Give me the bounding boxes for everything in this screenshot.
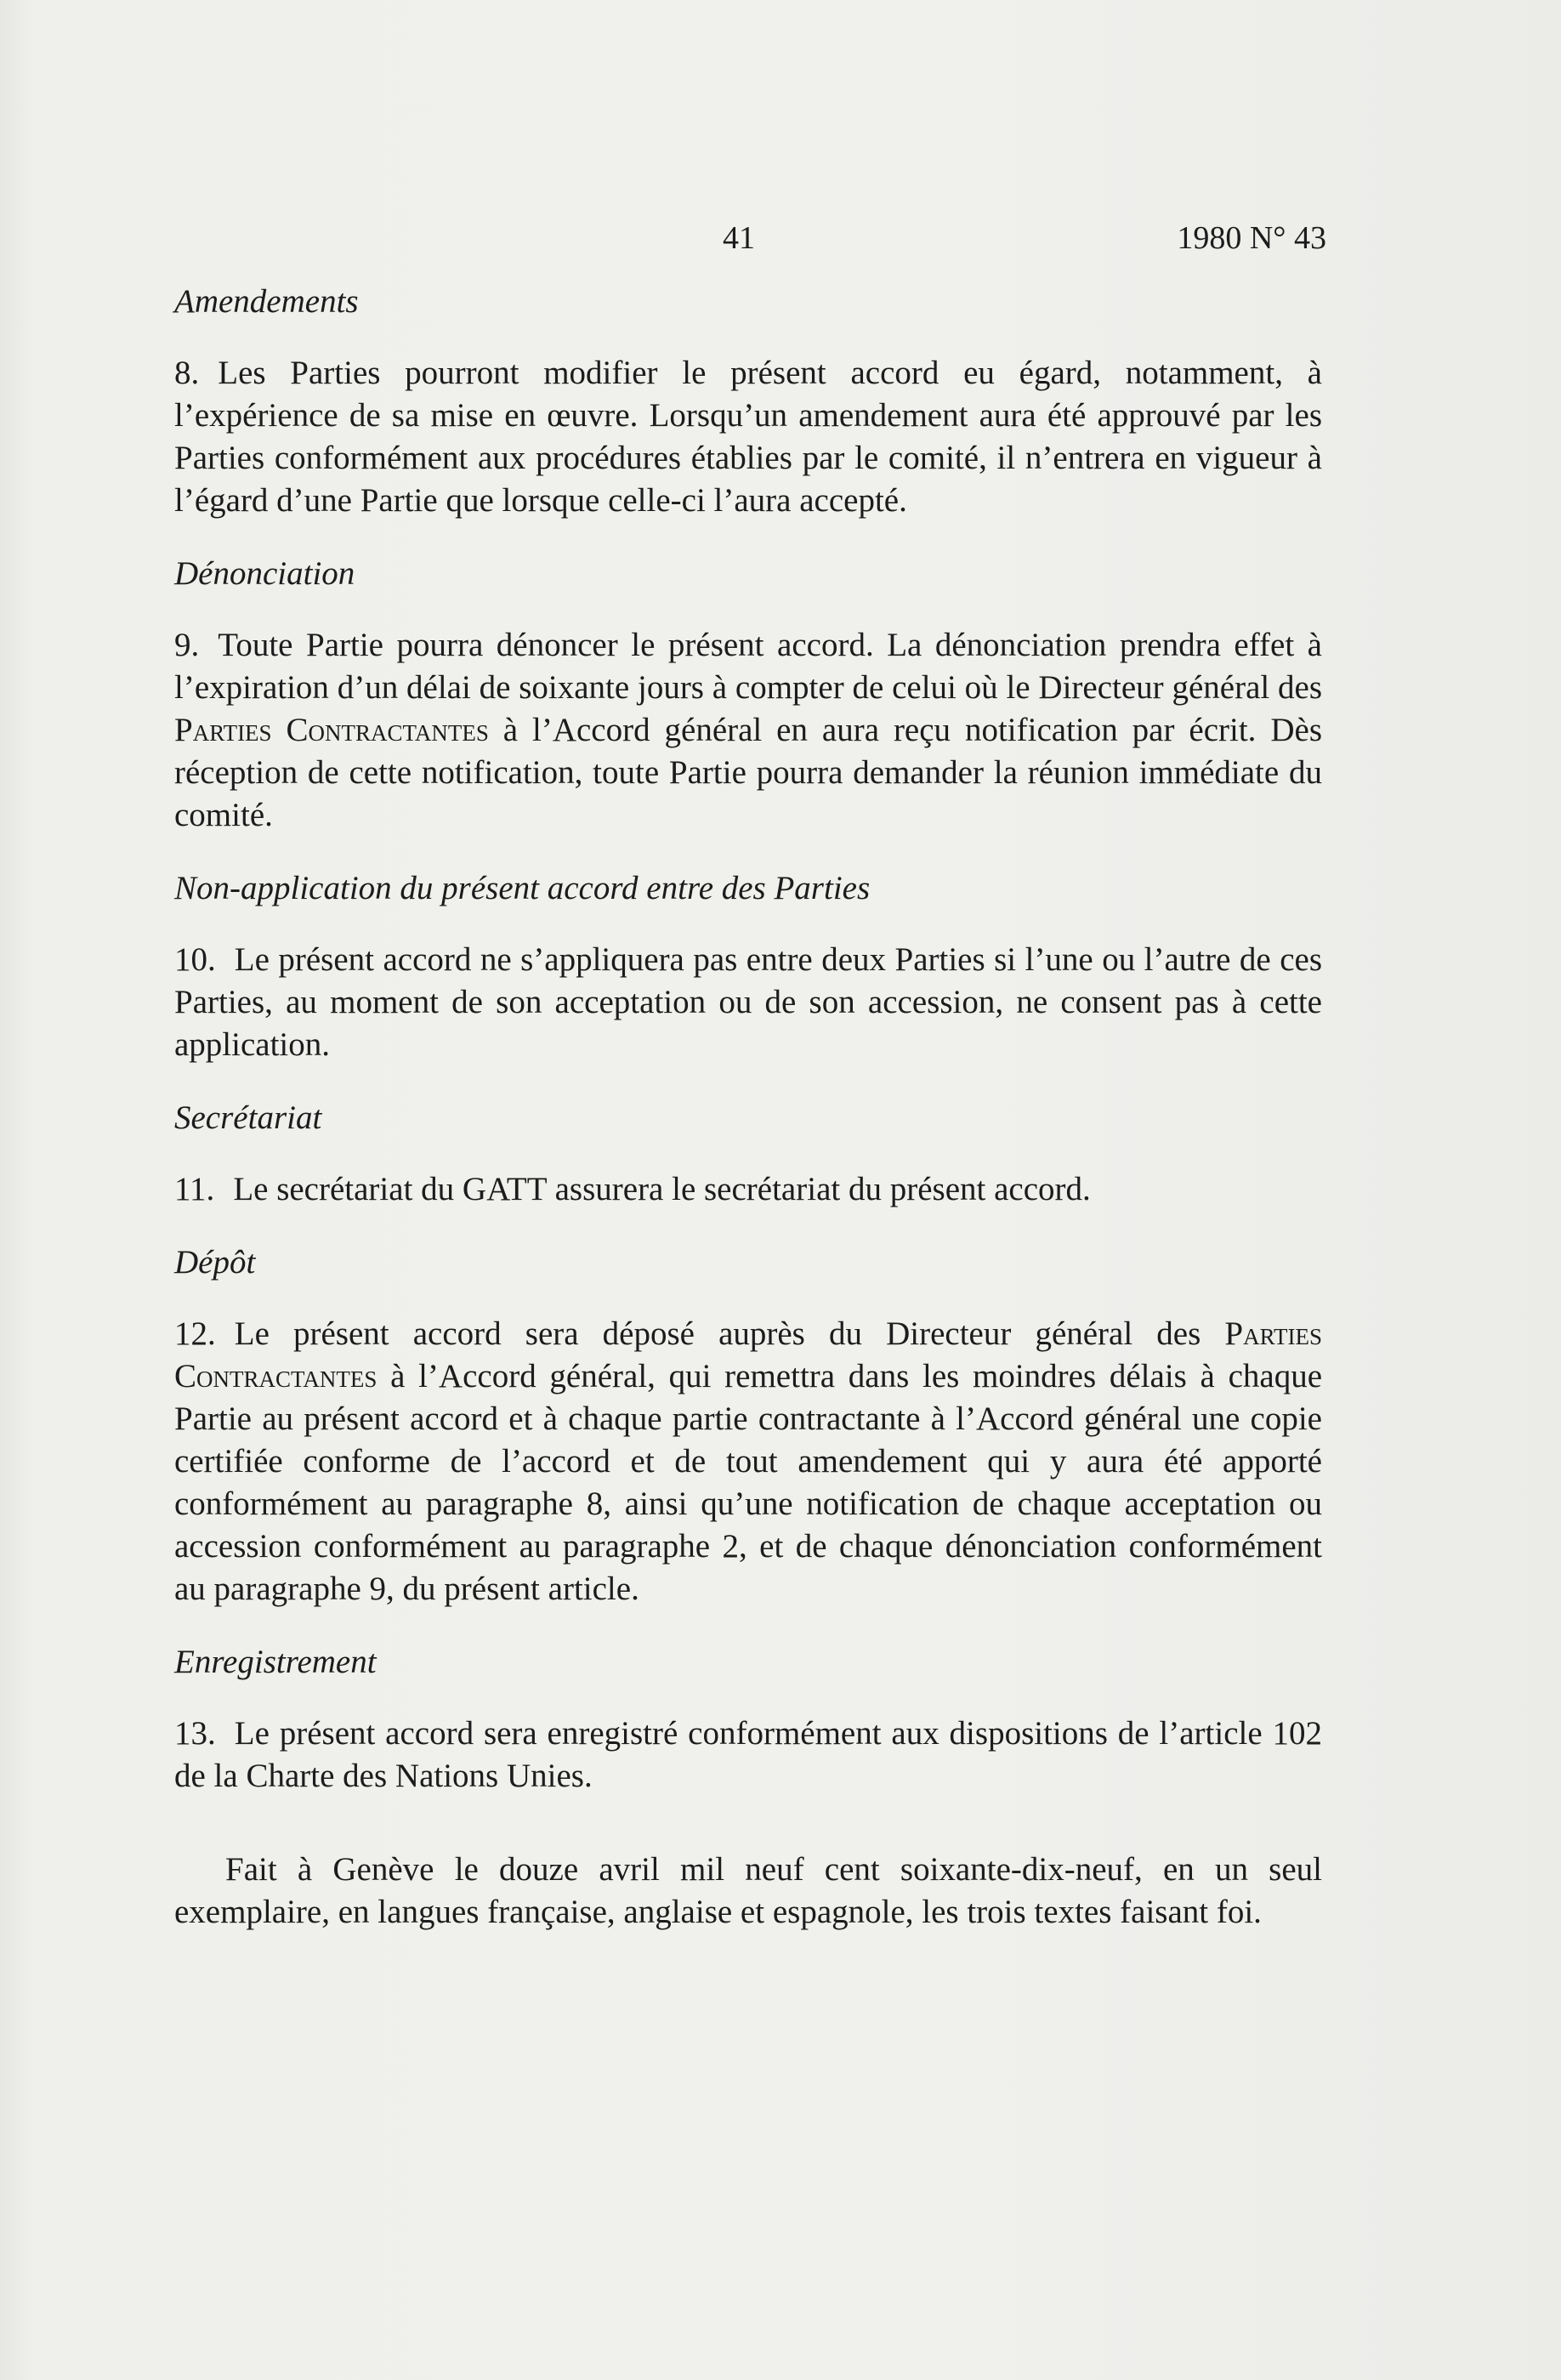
- paragraph-text: Les Parties pourront modifier le présent accord eu égard, notamment, à l’expérience de sa mise en œuvre. Lorsqu’un amendement aura été approuvé par les Parties conformément aux procédures établies par le comité, il n’entrera en vigueur à l’égard d’une Partie que lorsque celle-ci l’aura accepté.: [174, 355, 1322, 519]
- paragraph-text: Le secrétariat du GATT assurera le secrétariat du présent accord.: [233, 1171, 1091, 1207]
- section-heading-amendements: Amendements: [174, 283, 359, 320]
- paragraph-number: 8.: [174, 355, 200, 391]
- paragraph-number: 12.: [174, 1315, 216, 1352]
- paragraph-text: Toute Partie pourra dénoncer le présent accord. La dénonciation prendra effet à l’expiration d’un délai de soixante jours à compter de celui où le Directeur général des: [174, 627, 1322, 706]
- paragraph-text-continued: à l’Accord général, qui remettra dans les moindres délais à chaque Partie au présent accord et à chaque partie contractante à l’Accord général une copie certifiée conforme de l’accord et de tout amendement qui y aura été apporté conformément au paragraphe 8, ainsi qu’une notification de chaque acceptation ou accession conformément au paragraphe 2, et de chaque dénonciation conformément au paragraphe 9, du présent article.: [174, 1358, 1322, 1607]
- paragraph-number: 11.: [174, 1171, 215, 1207]
- section-heading-denonciation: Dénonciation: [174, 555, 355, 592]
- article-paragraph-13: [174, 1713, 1322, 1798]
- section-heading-depot: Dépôt: [174, 1244, 256, 1281]
- page-header: [170, 219, 1326, 262]
- section-heading-enregistrement: Enregistrement: [174, 1644, 377, 1680]
- paragraph-number: 10.: [174, 941, 216, 978]
- parties-contractantes-term: Parties Contractantes: [174, 1315, 1322, 1394]
- article-paragraph-9: [174, 624, 1322, 837]
- paragraph-number: 13.: [174, 1715, 216, 1752]
- paragraph-text: Le présent accord sera enregistré conformément aux dispositions de l’article 102 de la Charte des Nations Unies.: [174, 1715, 1322, 1794]
- paragraph-text: Le présent accord ne s’appliquera pas entre deux Parties si l’une ou l’autre de ces Parties, au moment de son acceptation ou de son accession, ne consent pas à cette application.: [174, 941, 1322, 1063]
- paragraph-text: Le présent accord sera déposé auprès du Directeur général des: [234, 1315, 1201, 1352]
- section-heading-non-application: Non-application du présent accord entre des Parties: [174, 870, 871, 906]
- article-paragraph-12: [174, 1313, 1322, 1610]
- document-reference: 1980 N° 43: [1177, 220, 1326, 256]
- closing-statement: Fait à Genève le douze avril mil neuf cent soixante-dix-neuf, en un seul exemplaire, en langues française, anglaise et espagnole, les trois textes faisant foi.: [174, 1851, 1322, 1930]
- document-body: [174, 281, 1322, 1967]
- article-paragraph-11: [174, 1168, 1322, 1211]
- page-number: 41: [723, 220, 755, 256]
- paragraph-text-continued: à l’Accord général en aura reçu notification par écrit. Dès réception de cette notification, toute Partie pourra demander la réunion immédiate du comité.: [174, 712, 1322, 833]
- section-heading-secretariat: Secrétariat: [174, 1099, 322, 1136]
- article-paragraph-10: [174, 939, 1322, 1066]
- parties-contractantes-term: Parties Contractantes: [174, 712, 489, 748]
- paragraph-number: 9.: [174, 627, 200, 663]
- article-paragraph-8: [174, 352, 1322, 522]
